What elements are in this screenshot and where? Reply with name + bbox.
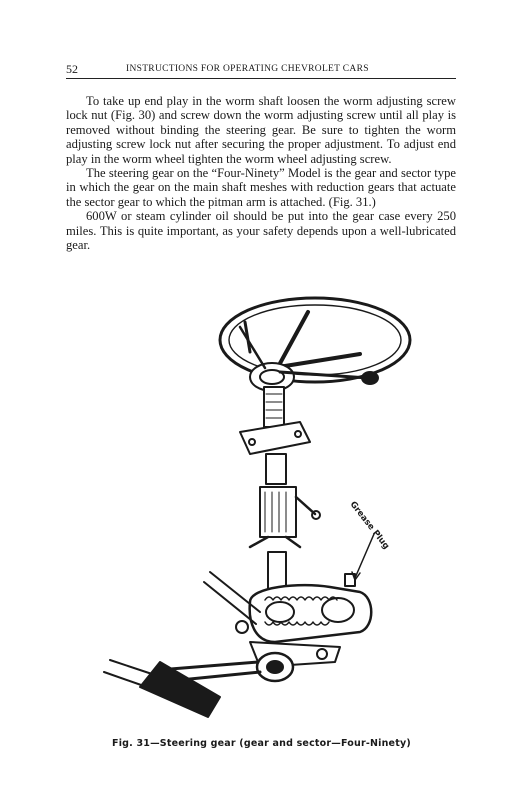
page-number: 52 [66,62,78,76]
body-text [66,94,456,252]
paragraph-worm-adjustment: To take up end play in the worm shaft loosen the worm adjusting screw lock nut (Fig. 30) and screw down the worm adjusting screw until all play is removed without binding the steering gear. Be sure to tighten the worm adjusting screw lock nut after securing the proper adjustment. To adjust end play in the worm wheel tighten the worm wheel adjusting screw. [66,94,456,166]
paragraph-lubrication: 600W or steam cylinder oil should be put into the gear case every 250 miles. This is quite important, as your safety depends upon a well-lubricated gear. [66,209,456,253]
steering-wheel [220,298,410,391]
running-title: INSTRUCTIONS FOR OPERATING CHEVROLET CARS [126,64,369,74]
page-header [66,62,456,79]
steering-gear-illustration [100,282,420,732]
pitman-arm [104,642,340,717]
paragraph-four-ninety-gear: The steering gear on the “Four-Ninety” Model is the gear and sector type in which the gear on the main shaft meshes with reduction gears that actuate the sector gear to which the pitman arm is attached. (Fig. 31.) [66,166,456,209]
grease-plug-label: Grease Plug [347,499,392,552]
figure-caption: Fig. 31—Steering gear (gear and sector—Four-Ninety) [112,738,411,749]
steering-column [240,387,320,602]
